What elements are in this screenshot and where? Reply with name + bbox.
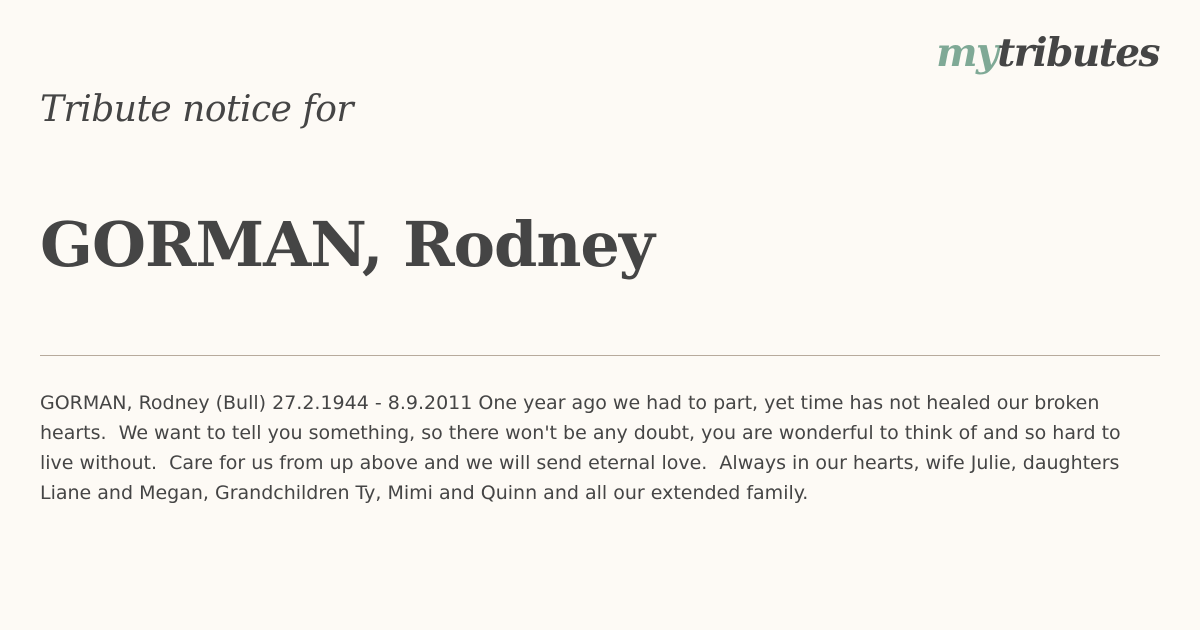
tribute-intro-heading: Tribute notice for (40, 89, 354, 130)
mytributes-logo[interactable] (936, 30, 1159, 76)
logo-my-text: my (936, 30, 998, 76)
section-divider (40, 355, 1160, 356)
tribute-notice-text: GORMAN, Rodney (Bull) 27.2.1944 - 8.9.2011 One year ago we had to part, yet time has not healed our broken hearts. We want to tell you something, so there won't be any doubt, you are wonderful to think of and so hard to live without. Care for us from up above and we will send eternal love. Always in our hearts, wife Julie, daughters Liane and Megan, Grandchildren Ty, Mimi and Quinn and all our extended family. (40, 392, 1127, 504)
logo-tributes-text: tributes (997, 30, 1159, 76)
deceased-name-title: GORMAN, Rodney (40, 208, 654, 281)
